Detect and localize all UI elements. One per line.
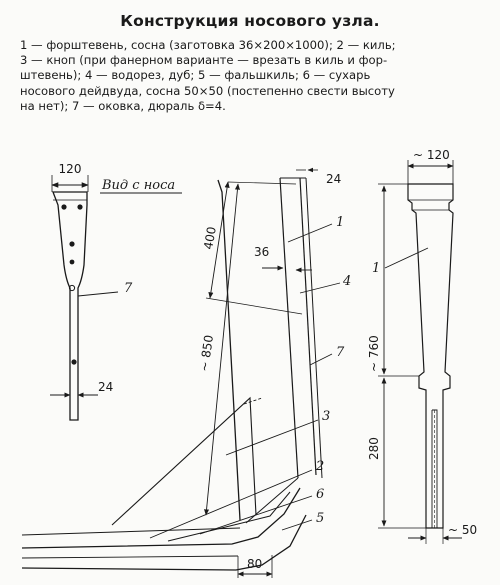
part-label-1: 1: [372, 261, 381, 276]
dim-label-top: 24: [326, 172, 342, 186]
side-view: [22, 170, 351, 578]
dim-label-400: 400: [201, 225, 219, 251]
leader-line: [385, 248, 428, 268]
figure-title: Конструкция носового узла.: [120, 12, 380, 30]
part-label-2: 2: [316, 459, 325, 474]
caption-line: на нет); 7 — оковка, дюраль δ=4.: [20, 98, 226, 113]
leader-line: [78, 292, 118, 296]
part-label-5: 5: [316, 511, 325, 526]
caption-line: штевень); 4 — водорез, дуб; 5 — фальшкиль; 6 — сухарь: [20, 68, 371, 83]
keel-bottom-edge: [22, 515, 306, 570]
caption-line: 3 — кноп (при фанерном варианте — врезать в киль и фор-: [20, 53, 388, 68]
leader-line: [282, 520, 312, 530]
dim-label-bottom: 24: [98, 380, 114, 394]
dim-label-36: 36: [254, 245, 270, 259]
caption-line: носового дейдвуда, сосна 50×50 (постепенно свести высоту: [20, 83, 395, 98]
dim-label-80: 80: [247, 557, 263, 571]
part-label-7: 7: [336, 345, 345, 360]
leader-line: [226, 420, 318, 455]
deadwood-edge: [168, 492, 290, 541]
view-label: Вид с носа: [102, 178, 176, 193]
stem-inner-edge: [218, 180, 240, 520]
keel-inner-edge: [22, 556, 238, 558]
front-view: [50, 162, 182, 420]
screw-hole: [61, 204, 66, 209]
section-outline: [408, 184, 453, 528]
extension-line: [228, 182, 296, 184]
part-label-3: 3: [322, 409, 331, 424]
part-label-1: 1: [336, 215, 345, 230]
section-view: [367, 148, 477, 544]
part-label-4: 4: [343, 274, 352, 289]
leader-line: [288, 224, 332, 242]
dim-label-280: 280: [367, 437, 381, 460]
dim-label-760: ~ 760: [367, 335, 381, 372]
screw-hole: [69, 241, 74, 246]
fitting-outline: [53, 192, 87, 420]
screw-hole: [71, 359, 76, 364]
part-label-7: 7: [124, 281, 133, 296]
caption-line: 1 — форштевень, сосна (заготовка 36×200×1000); 2 — киль;: [20, 38, 396, 52]
leader-line: [310, 354, 332, 365]
screw-hole: [70, 260, 75, 265]
stem-foot: [246, 478, 298, 523]
dim-label-bottom: ~ 50: [448, 523, 478, 537]
screw-hole: [77, 204, 82, 209]
dim-label-top: ~ 120: [413, 148, 450, 162]
dim-label-850: ~ 850: [197, 334, 217, 373]
leader-line: [200, 496, 312, 534]
keel-top-edge: [22, 488, 300, 548]
dim-label-width: 120: [58, 162, 82, 176]
part-label-6: 6: [316, 487, 325, 502]
